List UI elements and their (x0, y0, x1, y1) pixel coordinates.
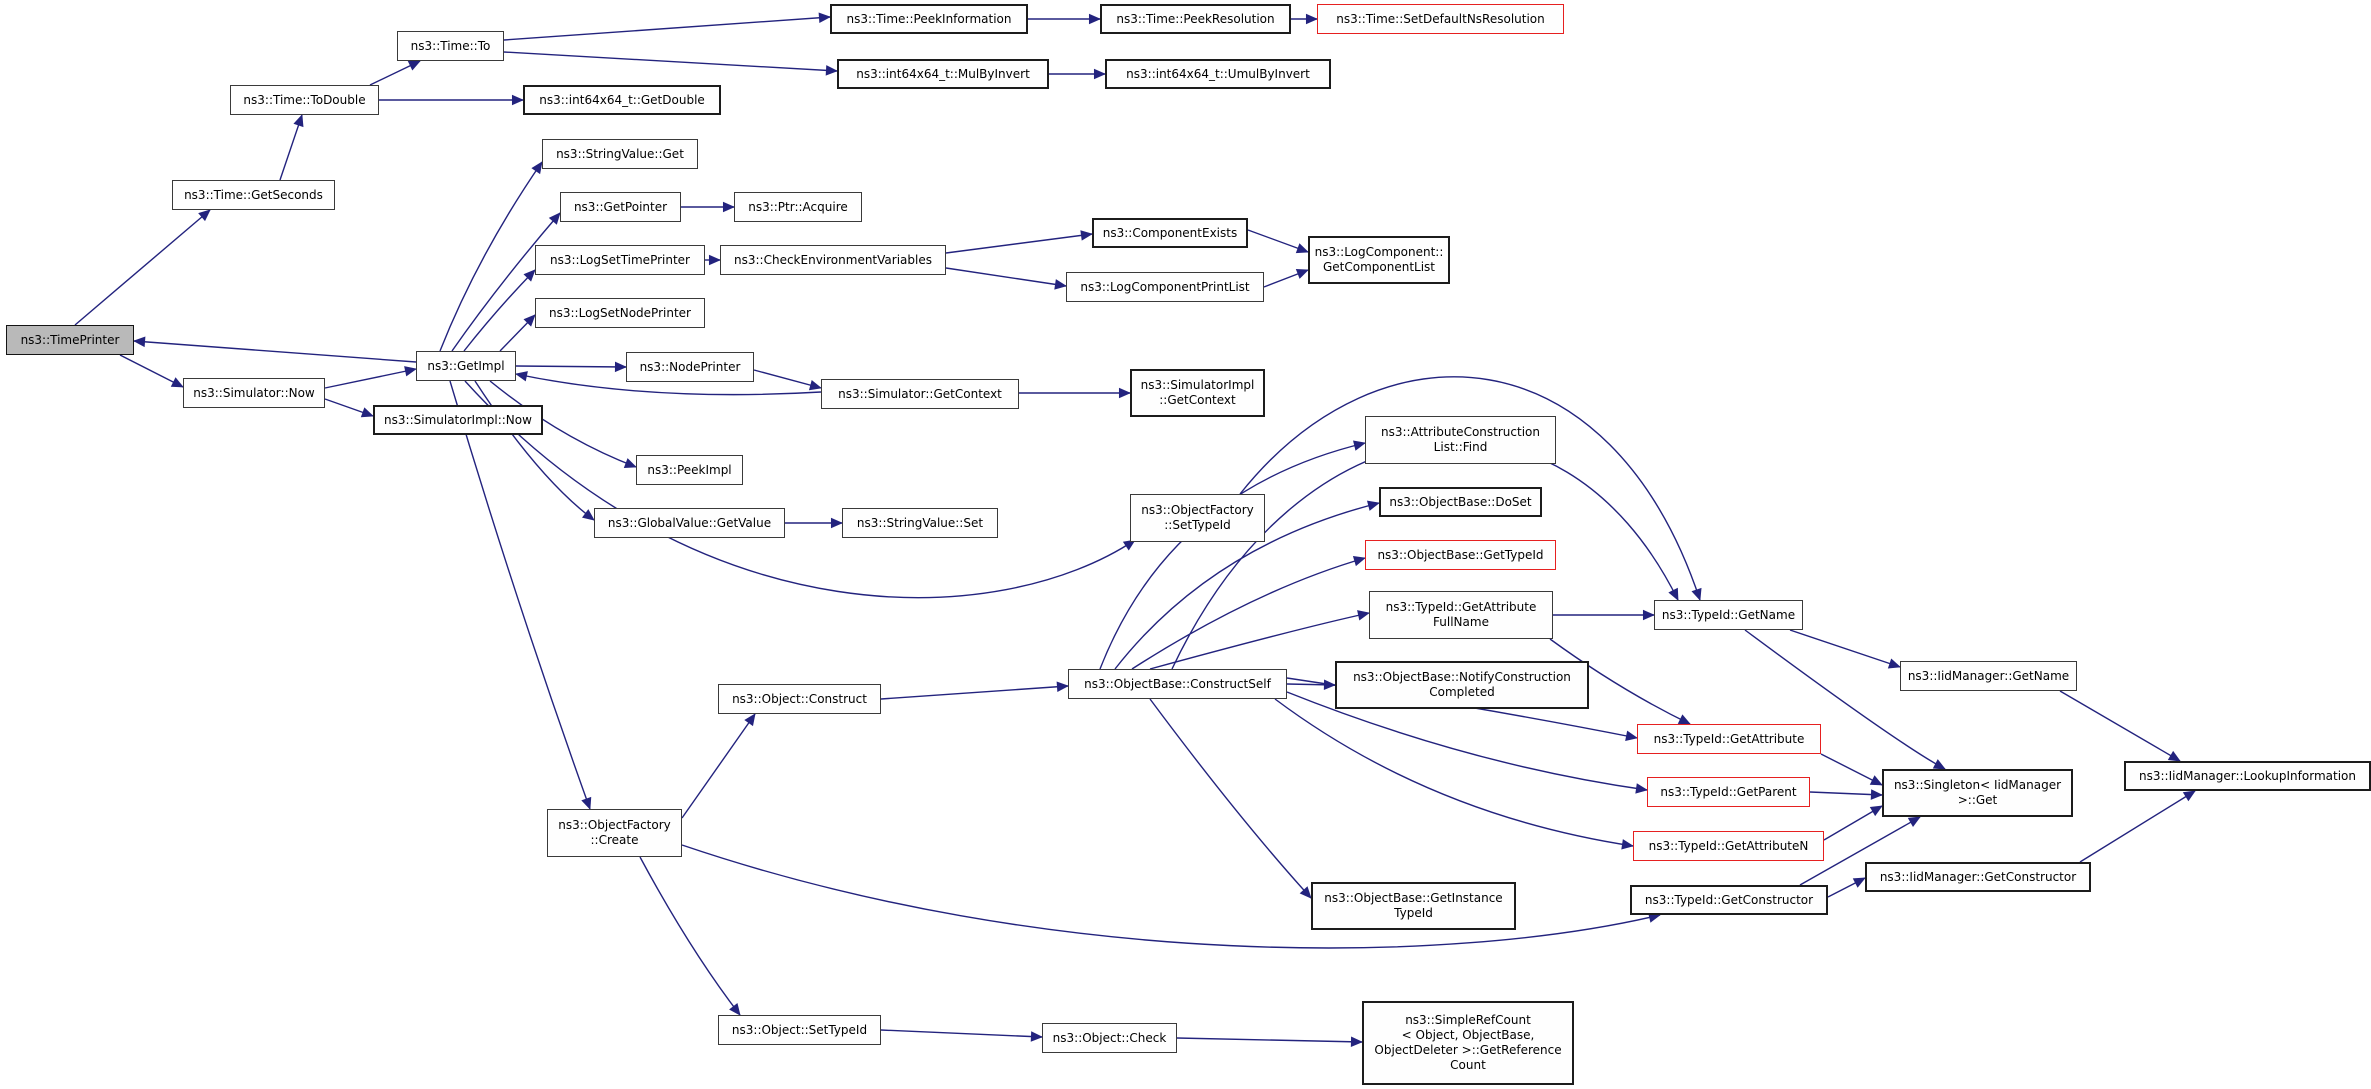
edge-objcheck-to-simplerefcount (1177, 1038, 1362, 1042)
graph-node-label: ns3::GlobalValue::GetValue (607, 515, 772, 530)
graph-node-label: GetComponentList (1322, 260, 1436, 274)
graph-node-label: ns3::Time::GetSeconds (184, 187, 323, 202)
graph-node-iidgetname[interactable] (1900, 661, 2077, 691)
edge-logcomponentprint-to-getcomponentlist (1264, 270, 1308, 287)
graph-node-label: ns3::Time::PeekResolution (1116, 11, 1275, 26)
graph-node-label: ns3::Object::SetTypeId (731, 1022, 868, 1037)
edge-offactcreate-to-objsettypeid (640, 857, 740, 1015)
graph-node-label: ns3::IidManager::GetConstructor (1879, 869, 2077, 884)
graph-node-label: < Object, ObjectBase, (1401, 1028, 1535, 1042)
graph-node-peekinfo[interactable] (830, 4, 1028, 34)
graph-node-label: ns3::StringValue::Set (856, 515, 984, 530)
edge-nodeprinter-to-simgetcontext (754, 370, 821, 388)
edge-tidgetconstructor-to-iidgetconstructor (1828, 878, 1865, 897)
graph-node-lookupinfo[interactable] (2124, 761, 2371, 791)
graph-node-label: ns3::ObjectBase::NotifyConstruction (1353, 670, 1571, 684)
edge-tidgetname-to-iidgetname (1790, 630, 1900, 667)
graph-node-tidgetname[interactable] (1654, 600, 1803, 630)
graph-node-label: ns3::LogComponentPrintList (1080, 279, 1250, 294)
graph-node-label: ns3::LogSetNodePrinter (549, 305, 691, 320)
edge-checkenv-to-logcomponentprint (946, 268, 1066, 286)
graph-node-label: ns3::Object::Construct (732, 691, 867, 706)
graph-node-label: ns3::AttributeConstruction (1381, 425, 1540, 439)
graph-node-getattrfullname[interactable] (1369, 591, 1553, 639)
graph-node-label: ns3::TypeId::GetName (1661, 607, 1796, 622)
graph-node-label: ns3::LogComponent:: (1314, 245, 1444, 259)
graph-node-label: ns3::StringValue::Get (556, 146, 684, 161)
graph-node-globalvalget[interactable] (594, 508, 785, 538)
graph-node-notifycc[interactable] (1335, 661, 1589, 709)
graph-node-label: ::GetContext (1159, 393, 1236, 407)
graph-node-label: ns3::LogSetTimePrinter (549, 252, 690, 267)
graph-node-simplerefcount[interactable] (1362, 1001, 1574, 1085)
graph-node-checkenv[interactable] (720, 245, 946, 275)
graph-node-objcheck[interactable] (1042, 1023, 1177, 1053)
edge-tidgetattributen-to-singletonget (1824, 806, 1882, 840)
edge-timeprinter-to-simnow (120, 355, 183, 387)
graph-node-label: ns3::SimpleRefCount (1405, 1013, 1531, 1027)
graph-node-ptracquire[interactable] (734, 192, 862, 222)
graph-node-stringvalset[interactable] (842, 508, 998, 538)
graph-node-simgetcontext[interactable] (821, 379, 1019, 409)
graph-node-umulbyinvert[interactable] (1105, 59, 1331, 89)
graph-node-label: >::Get (1957, 793, 1998, 807)
edge-getimpl-to-logsettime (464, 270, 535, 351)
graph-node-label: ns3::TypeId::GetAttributeN (1648, 838, 1809, 853)
graph-node-label: ns3::int64x64_t::GetDouble (539, 92, 705, 107)
graph-node-label: ns3::GetPointer (573, 199, 668, 214)
graph-node-label: ns3::TypeId::GetConstructor (1644, 892, 1814, 907)
edge-tidgetparent-to-singletonget (1810, 792, 1882, 795)
graph-node-timeprinter[interactable] (6, 325, 134, 355)
edge-componentexists-to-getcomponentlist (1248, 230, 1308, 252)
graph-node-label: ns3::IidManager::GetName (1907, 668, 2070, 683)
graph-node-getpointer[interactable] (560, 192, 681, 222)
graph-node-label: Completed (1429, 685, 1495, 699)
edge-constructself-to-tidgetattributen (1275, 699, 1633, 846)
graph-node-label: ns3::Singleton< IidManager (1893, 778, 2062, 792)
graph-node-label: ns3::ObjectBase::DoSet (1389, 494, 1532, 509)
graph-node-label: Count (1450, 1058, 1486, 1072)
graph-node-label: ::Create (590, 833, 639, 847)
edge-getseconds-to-todouble (280, 115, 302, 180)
graph-node-logsetnode[interactable] (535, 298, 705, 328)
graph-node-label: ns3::Time::SetDefaultNsResolution (1336, 11, 1545, 26)
graph-node-label: TypeId (1394, 906, 1433, 920)
graph-node-getdouble[interactable] (523, 85, 721, 115)
graph-node-label: ns3::PeekImpl (647, 462, 732, 477)
graph-node-label: ns3::TypeId::GetParent (1660, 784, 1797, 799)
graph-node-label: ns3::Object::Check (1052, 1030, 1167, 1045)
edge-checkenv-to-componentexists (946, 234, 1092, 253)
edge-getimpl-to-getpointer (452, 213, 560, 351)
graph-node-label: ::SetTypeId (1164, 518, 1231, 532)
edge-getimpl-to-timeprinter (134, 341, 416, 362)
graph-node-label: ns3::Time::To (410, 38, 491, 53)
graph-node-stringvalget[interactable] (542, 139, 698, 169)
graph-node-label: ns3::GetImpl (427, 358, 505, 373)
graph-node-label: ns3::TypeId::GetAttribute (1653, 731, 1805, 746)
graph-node-tidgetconstructor[interactable] (1630, 885, 1828, 915)
graph-node-label: ns3::ObjectFactory (558, 818, 671, 832)
edge-timeprinter-to-getseconds (75, 210, 210, 325)
edge-iidgetconstructor-to-lookupinfo (2080, 791, 2195, 862)
edge-simnow-to-getimpl (325, 369, 416, 388)
edge-getimpl-to-offactsettypeid (465, 381, 1135, 598)
graph-node-setdefaultns[interactable] (1317, 4, 1564, 34)
edge-iidgetname-to-lookupinfo (2060, 691, 2180, 761)
graph-node-getseconds[interactable] (172, 180, 335, 210)
graph-node-getimpl[interactable] (416, 351, 516, 381)
graph-node-todouble[interactable] (230, 85, 379, 115)
graph-node-label: ns3::Time::PeekInformation (846, 11, 1012, 26)
edge-getimpl-to-globalvalget (475, 381, 594, 520)
edge-objconstruct-to-constructself (881, 686, 1068, 699)
edge-constructself-to-aclfind (1100, 443, 1365, 669)
graph-node-aclfind[interactable] (1365, 416, 1556, 464)
graph-node-getinstancetypeid[interactable] (1311, 882, 1516, 930)
edge-objsettypeid-to-objcheck (881, 1030, 1042, 1037)
graph-node-tidgetparent[interactable] (1647, 777, 1810, 807)
graph-node-singletonget[interactable] (1882, 769, 2073, 817)
graph-node-label: ns3::ObjectFactory (1141, 503, 1254, 517)
edge-tidgetattribute-to-singletonget (1821, 754, 1882, 785)
graph-node-simimplnow[interactable] (373, 405, 543, 435)
edge-timeto-to-peekinfo (504, 17, 830, 40)
graph-node-label: ns3::CheckEnvironmentVariables (734, 252, 932, 267)
graph-node-label: ns3::Ptr::Acquire (748, 199, 848, 214)
graph-node-label: FullName (1433, 615, 1489, 629)
graph-node-label: List::Find (1433, 440, 1488, 454)
graph-node-timeto[interactable] (397, 31, 504, 61)
graph-node-logsettime[interactable] (535, 245, 705, 275)
graph-node-label: ns3::SimulatorImpl::Now (384, 412, 532, 427)
edge-simnow-to-simimplnow (325, 399, 373, 416)
graph-node-getcomponentlist[interactable] (1308, 236, 1450, 284)
graph-node-doset[interactable] (1379, 487, 1542, 517)
graph-node-simnow[interactable] (183, 378, 325, 408)
graph-node-constructself[interactable] (1068, 669, 1287, 699)
edge-todouble-to-timeto (370, 61, 420, 85)
edge-constructself-to-getinstancetypeid (1150, 699, 1311, 898)
graph-node-tidgetattributen[interactable] (1633, 831, 1824, 861)
graph-node-label: ns3::Time::ToDouble (243, 92, 366, 107)
graph-node-label: ns3::TimePrinter (20, 332, 120, 347)
edge-getimpl-to-nodeprinter (516, 366, 626, 367)
graph-node-nodeprinter[interactable] (626, 352, 754, 382)
graph-node-obgettypeid[interactable] (1365, 540, 1556, 570)
graph-node-iidgetconstructor[interactable] (1865, 862, 2091, 892)
graph-node-offactcreate[interactable] (547, 809, 682, 857)
graph-node-simimplgetcontext[interactable] (1130, 369, 1265, 417)
edge-timeto-to-mulbyinvert (504, 52, 837, 71)
graph-node-tidgetattribute[interactable] (1637, 724, 1821, 754)
graph-node-label: ns3::NodePrinter (639, 359, 741, 374)
edge-getimpl-to-logsetnode (500, 315, 535, 351)
graph-node-label: ns3::ObjectBase::GetInstance (1324, 891, 1503, 905)
graph-node-offactsettypeid[interactable] (1130, 494, 1265, 542)
graph-node-peekimpl[interactable] (636, 455, 743, 485)
graph-node-label: ns3::SimulatorImpl (1140, 378, 1255, 392)
graph-node-label: ns3::ObjectBase::GetTypeId (1377, 547, 1544, 562)
graph-node-peekres[interactable] (1100, 4, 1291, 34)
graph-node-logcomponentprint[interactable] (1066, 272, 1264, 302)
graph-node-label: ns3::int64x64_t::MulByInvert (856, 66, 1030, 81)
graph-node-label: ns3::ObjectBase::ConstructSelf (1084, 676, 1271, 691)
graph-node-componentexists[interactable] (1092, 218, 1248, 248)
graph-node-label: ns3::int64x64_t::UmulByInvert (1126, 66, 1310, 81)
graph-node-label: ns3::Simulator::Now (193, 385, 315, 400)
graph-node-label: ns3::IidManager::LookupInformation (2139, 768, 2356, 783)
edge-offactcreate-to-objconstruct (682, 714, 755, 818)
graph-node-mulbyinvert[interactable] (837, 59, 1049, 89)
graph-node-label: ObjectDeleter >::GetReference (1374, 1043, 1562, 1057)
graph-node-objsettypeid[interactable] (718, 1015, 881, 1045)
graph-node-label: ns3::TypeId::GetAttribute (1385, 600, 1537, 614)
graph-node-label: ns3::ComponentExists (1102, 225, 1238, 240)
graph-node-label: ns3::Simulator::GetContext (838, 386, 1002, 401)
graph-node-objconstruct[interactable] (718, 684, 881, 714)
